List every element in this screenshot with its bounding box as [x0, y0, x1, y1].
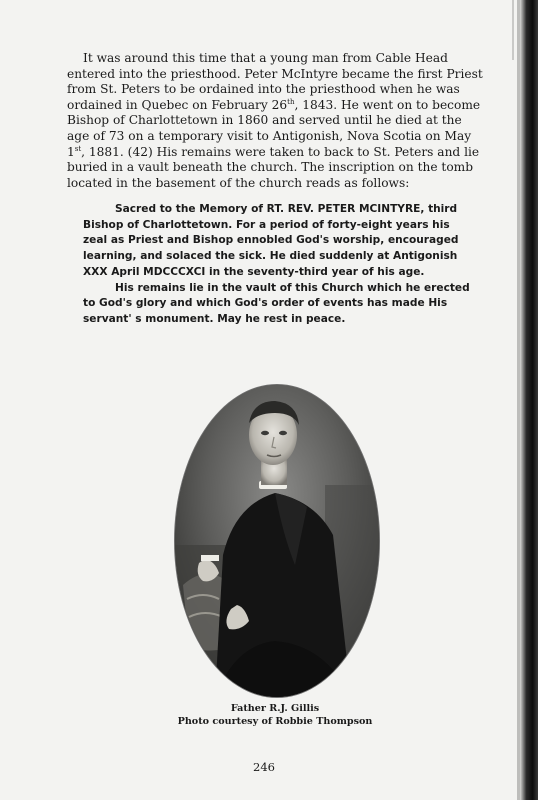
portrait-photo	[174, 384, 380, 698]
ordinal-suffix-2: st	[74, 144, 82, 153]
ordinal-suffix-1: th	[287, 97, 295, 106]
photo-caption-credit: Photo courtesy of Robbie Thompson	[177, 716, 373, 727]
portrait-figure	[175, 385, 379, 697]
tomb-inscription	[83, 202, 475, 328]
body-text-part-1: It was around this time that a young man from Cable Head entered into the priesthood. Peter McIntyre became the first Priest from St. Peters to be ordained into the priesthood when he was ordained in Quebec on February 26	[67, 51, 483, 112]
inscription-paragraph-2: His remains lie in the vault of this Church which he erected to God's glory and which God's order of events has made His servant' s monument. May he rest in peace.	[83, 281, 470, 325]
body-text-part-3: , 1881. (42) His remains were taken to back to St. Peters and lie buried in a vault beneath the church. The inscription on the tomb located in the basement of the church reads as follows:	[67, 144, 480, 190]
photo-caption-name: Father R.J. Gillis	[230, 703, 320, 714]
body-text-part-2: , 1843. He went on to become Bishop of Charlottetown in 1860 and served until he died at the age of 73 on a temporary visit to Antigonish, Nova Scotia on May 1	[67, 97, 481, 159]
body-paragraph	[67, 51, 487, 191]
scan-mark	[512, 0, 514, 60]
page-number: 246	[253, 760, 275, 774]
inscription-paragraph-1: Sacred to the Memory of RT. REV. PETER MCINTYRE, third Bishop of Charlottetown. For a period of forty-eight years his zeal as Priest and Bishop ennobled God's worship, encouraged learning, and solaced the sick. He died suddenly at Antigonish XXX April MDCCCXCI in the seventy-third year of his age.	[83, 203, 459, 278]
binding-edge	[520, 0, 538, 800]
